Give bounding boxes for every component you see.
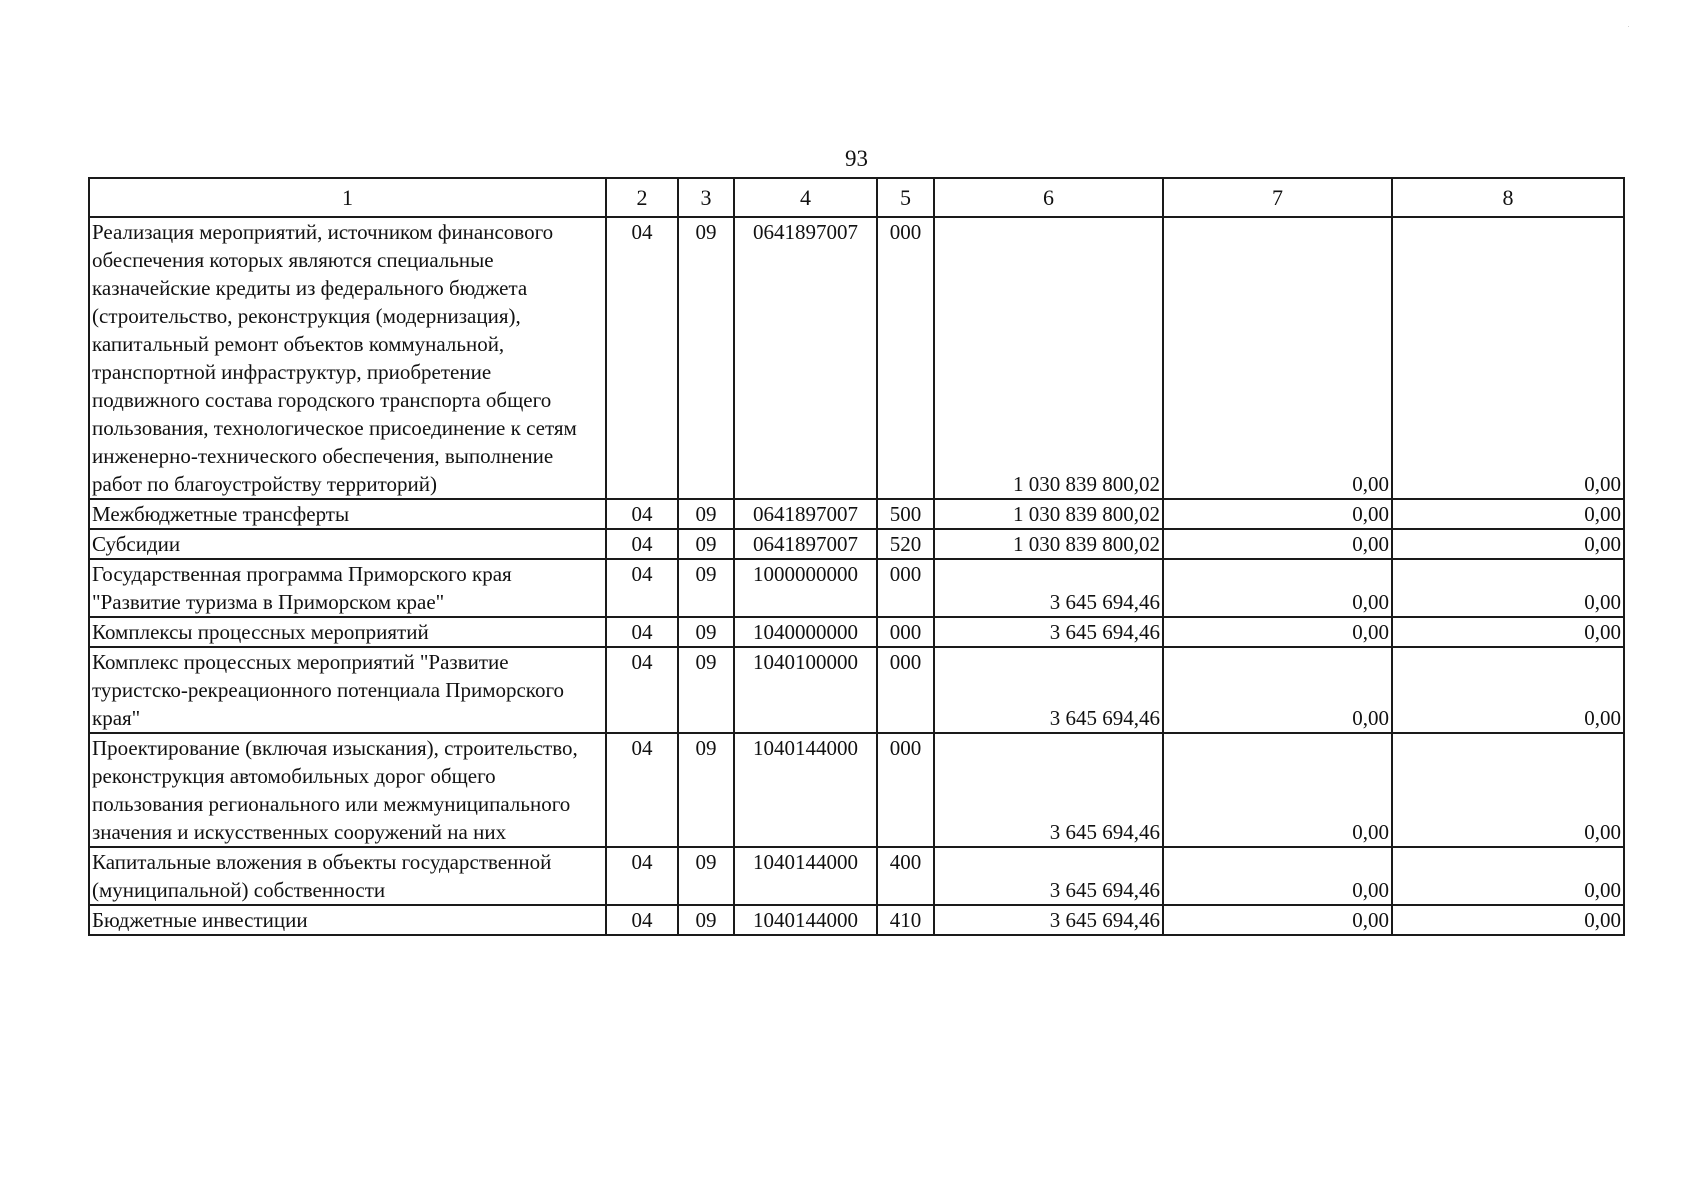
scan-speck <box>1628 26 1629 27</box>
expense-type-code: 000 <box>877 733 934 847</box>
target-article-code: 0641897007 <box>734 529 877 559</box>
item-name: Межбюджетные трансферты <box>89 499 606 529</box>
amount-col-6: 3 645 694,46 <box>934 847 1163 905</box>
table-row <box>89 617 1624 647</box>
subsection-code: 09 <box>678 847 734 905</box>
subsection-code: 09 <box>678 217 734 499</box>
amount-col-7: 0,00 <box>1163 559 1392 617</box>
table-row <box>89 847 1624 905</box>
subsection-code: 09 <box>678 733 734 847</box>
item-name: Субсидии <box>89 529 606 559</box>
item-name: Комплексы процессных мероприятий <box>89 617 606 647</box>
column-header: 7 <box>1163 178 1392 217</box>
section-code: 04 <box>606 499 678 529</box>
subsection-code: 09 <box>678 647 734 733</box>
amount-col-8: 0,00 <box>1392 647 1624 733</box>
amount-col-6: 3 645 694,46 <box>934 647 1163 733</box>
amount-col-6: 3 645 694,46 <box>934 905 1163 935</box>
amount-col-7: 0,00 <box>1163 499 1392 529</box>
section-code: 04 <box>606 617 678 647</box>
section-code: 04 <box>606 559 678 617</box>
item-name: Бюджетные инвестиции <box>89 905 606 935</box>
amount-col-6: 3 645 694,46 <box>934 733 1163 847</box>
subsection-code: 09 <box>678 905 734 935</box>
amount-col-8: 0,00 <box>1392 217 1624 499</box>
target-article-code: 1040000000 <box>734 617 877 647</box>
column-header: 5 <box>877 178 934 217</box>
table-row <box>89 905 1624 935</box>
table-row <box>89 499 1624 529</box>
target-article-code: 1040144000 <box>734 733 877 847</box>
table-row <box>89 733 1624 847</box>
table-row <box>89 647 1624 733</box>
amount-col-6: 3 645 694,46 <box>934 617 1163 647</box>
amount-col-6: 1 030 839 800,02 <box>934 529 1163 559</box>
subsection-code: 09 <box>678 617 734 647</box>
target-article-code: 1000000000 <box>734 559 877 617</box>
section-code: 04 <box>606 529 678 559</box>
target-article-code: 0641897007 <box>734 499 877 529</box>
column-header: 8 <box>1392 178 1624 217</box>
amount-col-7: 0,00 <box>1163 217 1392 499</box>
table-row <box>89 529 1624 559</box>
amount-col-7: 0,00 <box>1163 847 1392 905</box>
column-header: 3 <box>678 178 734 217</box>
expense-type-code: 500 <box>877 499 934 529</box>
budget-table <box>88 177 1625 936</box>
amount-col-7: 0,00 <box>1163 647 1392 733</box>
amount-col-8: 0,00 <box>1392 499 1624 529</box>
amount-col-8: 0,00 <box>1392 733 1624 847</box>
column-header: 4 <box>734 178 877 217</box>
subsection-code: 09 <box>678 559 734 617</box>
expense-type-code: 410 <box>877 905 934 935</box>
expense-type-code: 000 <box>877 617 934 647</box>
target-article-code: 0641897007 <box>734 217 877 499</box>
expense-type-code: 000 <box>877 647 934 733</box>
amount-col-8: 0,00 <box>1392 847 1624 905</box>
section-code: 04 <box>606 905 678 935</box>
amount-col-6: 3 645 694,46 <box>934 559 1163 617</box>
page-number: 93 <box>845 146 868 171</box>
item-name: Государственная программа Приморского края "Развитие туризма в Приморском крае" <box>89 559 606 617</box>
column-header: 6 <box>934 178 1163 217</box>
table-row <box>89 559 1624 617</box>
amount-col-7: 0,00 <box>1163 905 1392 935</box>
section-code: 04 <box>606 733 678 847</box>
item-name: Проектирование (включая изыскания), строительство, реконструкция автомобильных дорог общего пользования регионального или межмуниципального значения и искусственных сооружений на них <box>89 733 606 847</box>
target-article-code: 1040100000 <box>734 647 877 733</box>
amount-col-7: 0,00 <box>1163 529 1392 559</box>
item-name: Реализация мероприятий, источником финансового обеспечения которых являются специальные казначейские кредиты из федерального бюджета (строительство, реконструкция (модернизация), капитальный ремонт объектов коммунальной, транспортной инфраструктур, приобретение подвижного состава городского транспорта общего пользования, технологическое присоединение к сетям инженерно-технического обеспечения, выполнение работ по благоустройству территорий) <box>89 217 606 499</box>
amount-col-7: 0,00 <box>1163 617 1392 647</box>
amount-col-6: 1 030 839 800,02 <box>934 217 1163 499</box>
amount-col-8: 0,00 <box>1392 529 1624 559</box>
table-row <box>89 217 1624 499</box>
target-article-code: 1040144000 <box>734 847 877 905</box>
amount-col-8: 0,00 <box>1392 559 1624 617</box>
section-code: 04 <box>606 847 678 905</box>
subsection-code: 09 <box>678 529 734 559</box>
column-header: 1 <box>89 178 606 217</box>
amount-col-6: 1 030 839 800,02 <box>934 499 1163 529</box>
section-code: 04 <box>606 647 678 733</box>
amount-col-8: 0,00 <box>1392 905 1624 935</box>
target-article-code: 1040144000 <box>734 905 877 935</box>
amount-col-8: 0,00 <box>1392 617 1624 647</box>
section-code: 04 <box>606 217 678 499</box>
expense-type-code: 000 <box>877 559 934 617</box>
subsection-code: 09 <box>678 499 734 529</box>
column-header: 2 <box>606 178 678 217</box>
expense-type-code: 520 <box>877 529 934 559</box>
header-row <box>89 178 1624 217</box>
amount-col-7: 0,00 <box>1163 733 1392 847</box>
item-name: Комплекс процессных мероприятий "Развитие туристско-рекреационного потенциала Приморского края" <box>89 647 606 733</box>
expense-type-code: 400 <box>877 847 934 905</box>
item-name: Капитальные вложения в объекты государственной (муниципальной) собственности <box>89 847 606 905</box>
expense-type-code: 000 <box>877 217 934 499</box>
